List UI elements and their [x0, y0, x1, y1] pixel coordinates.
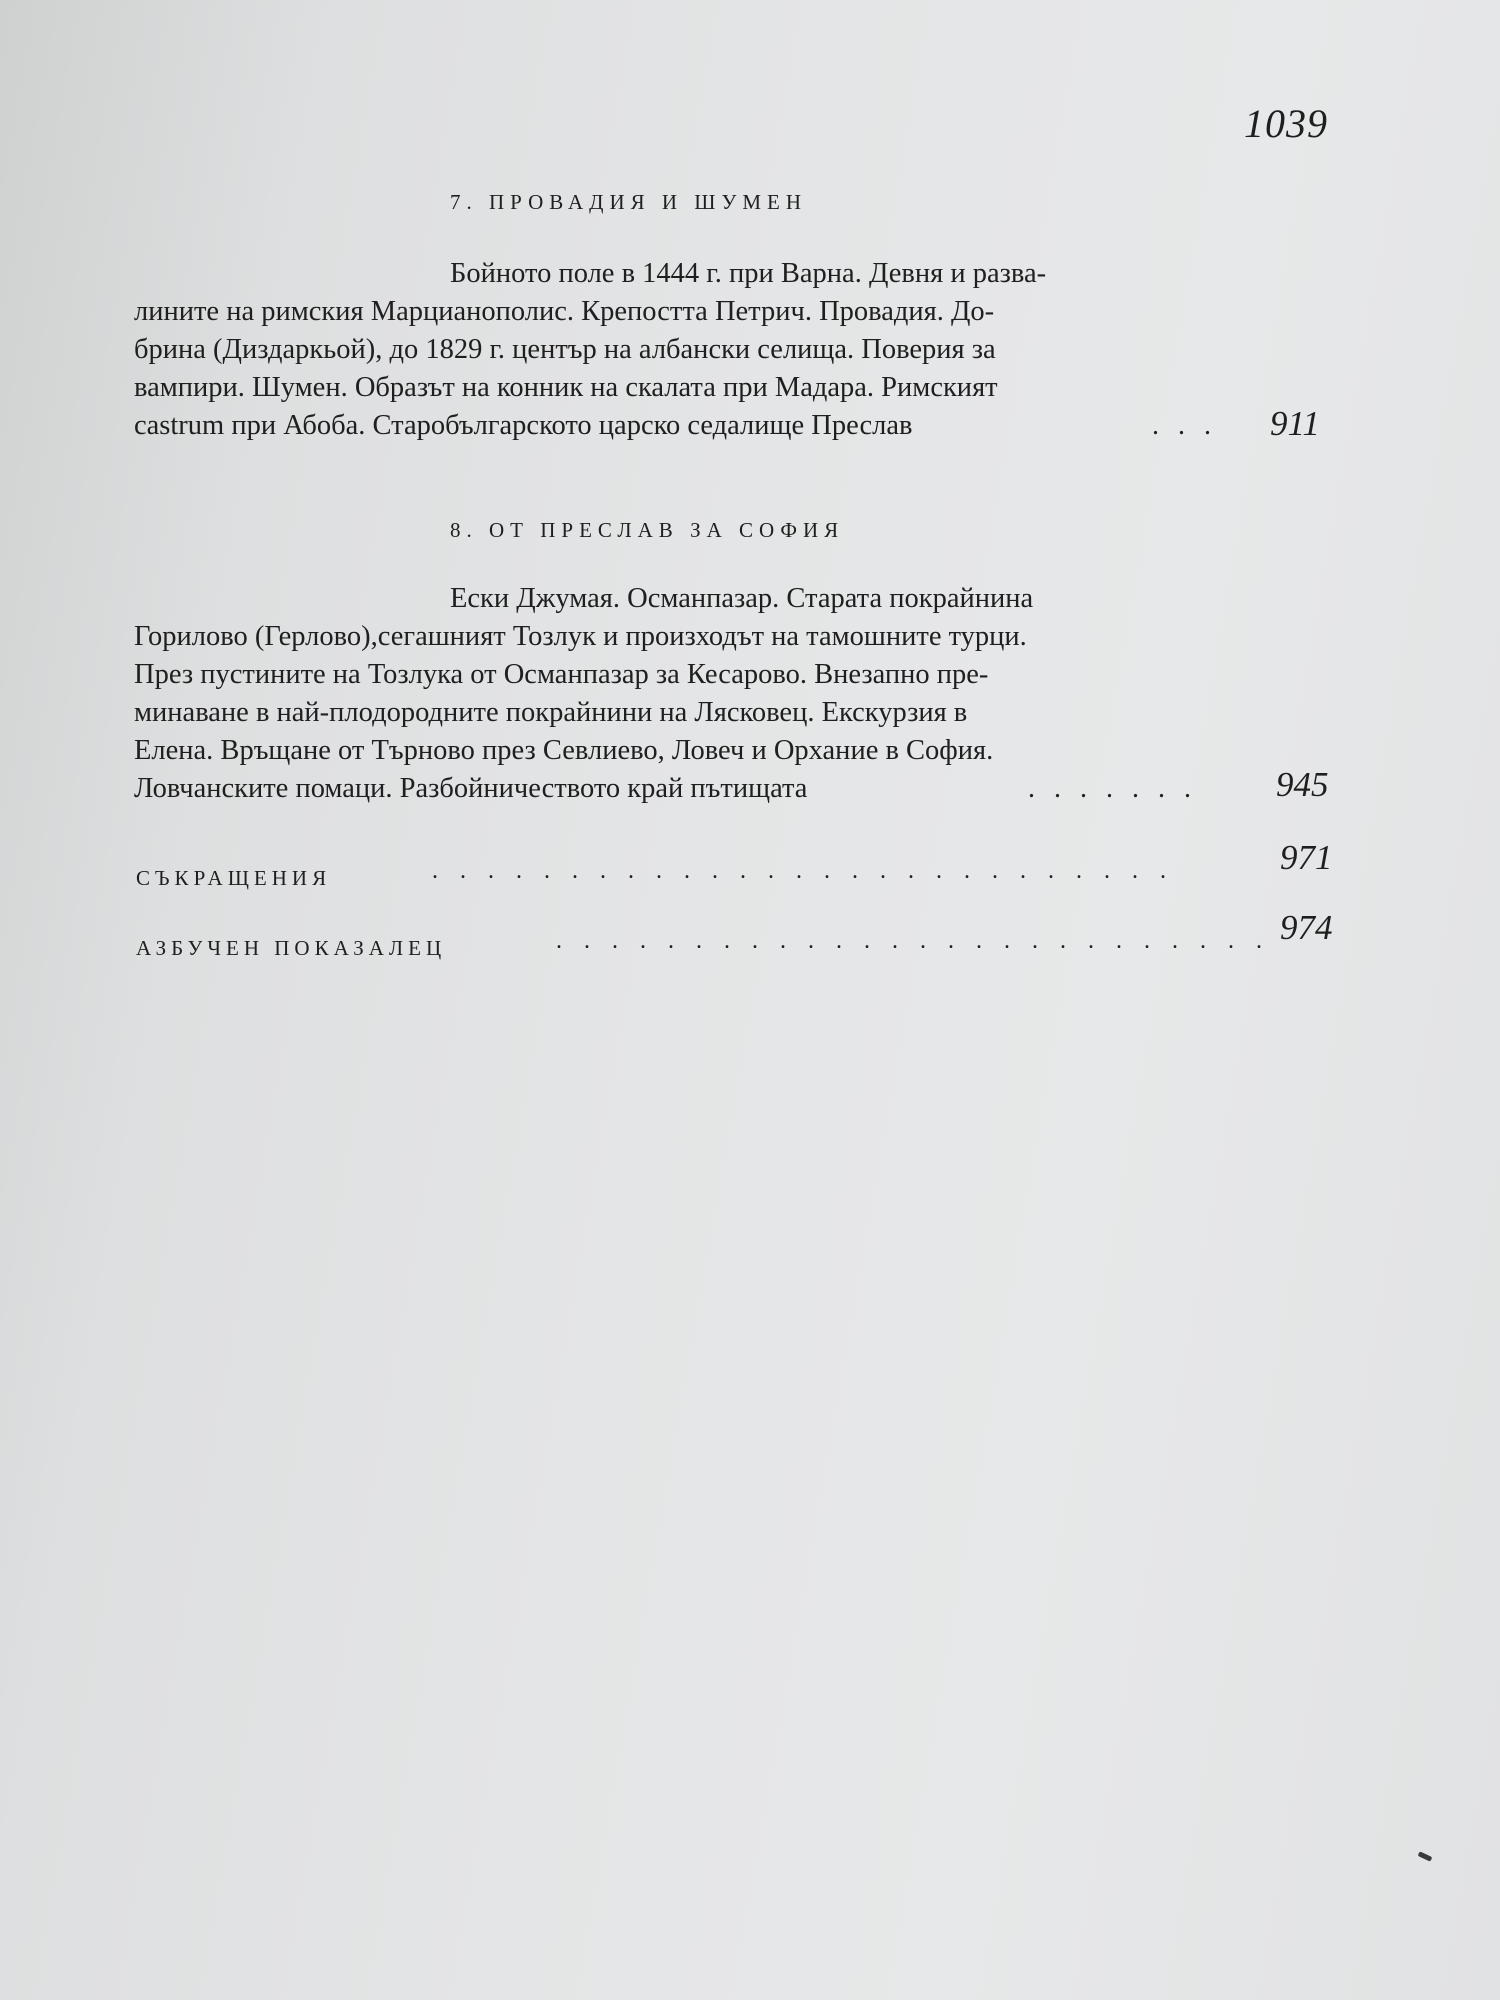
- index-label-alphabetical-index: АЗБУЧЕН ПОКАЗАЛЕЦ: [136, 936, 447, 960]
- section-7-line-3: брина (Диздаркьой), до 1829 г. център на албански селища. Поверия за: [134, 334, 996, 365]
- index-dots-alphabetical-index: . . . . . . . . . . . . . . . . . . . . . . . . . .: [556, 928, 1270, 954]
- section-7-line-2: лините на римския Марцианополис. Крепостта Петрич. Провадия. До-: [134, 296, 995, 327]
- section-8-line-1: Ески Джумая. Османпазар. Старата покрайнина: [450, 583, 1034, 614]
- page-number: 1039: [1244, 101, 1328, 146]
- section-8-line-4: минаване в най-плодородните покрайнини на Лясковец. Екскурзия в: [134, 697, 968, 728]
- section-7-line-5: castrum при Абоба. Старобългарското царско седалище Преслав: [134, 410, 913, 441]
- index-label-abbreviations: СЪКРАЩЕНИЯ: [136, 866, 332, 890]
- ink-speck: [1418, 1851, 1433, 1861]
- section-title-8: 8. ОТ ПРЕСЛАВ ЗА СОФИЯ: [450, 518, 845, 542]
- section-title-7: 7. ПРОВАДИЯ И ШУМЕН: [450, 190, 807, 214]
- section-8-line-3: През пустините на Тозлука от Османпазар за Кесарово. Внезапно пре-: [134, 659, 989, 690]
- section-8-line-6: Ловчанските помаци. Разбойничеството край пътищата: [134, 773, 808, 804]
- section-8-page-ref: 945: [1276, 765, 1329, 804]
- section-8-line-2: Горилово (Герлово),сегашният Тозлук и произходът на тамошните турци.: [134, 621, 1027, 652]
- section-7-line-1: Бойното поле в 1444 г. при Варна. Девня и разва-: [450, 258, 1047, 289]
- index-page-alphabetical-index: 974: [1280, 908, 1333, 947]
- section-7-leader: . . .: [1152, 410, 1217, 441]
- section-8-line-5: Елена. Връщане от Търново през Севлиево, Ловеч и Орхание в София.: [134, 735, 994, 766]
- index-page-abbreviations: 971: [1280, 838, 1333, 877]
- section-7-line-4: вампири. Шумен. Образът на конник на скалата при Мадара. Римският: [134, 372, 998, 403]
- section-7-page-ref: 911: [1270, 404, 1320, 443]
- index-dots-abbreviations: . . . . . . . . . . . . . . . . . . . . . . . . . . .: [432, 858, 1174, 884]
- section-8-leader: . . . . . . .: [1028, 773, 1197, 804]
